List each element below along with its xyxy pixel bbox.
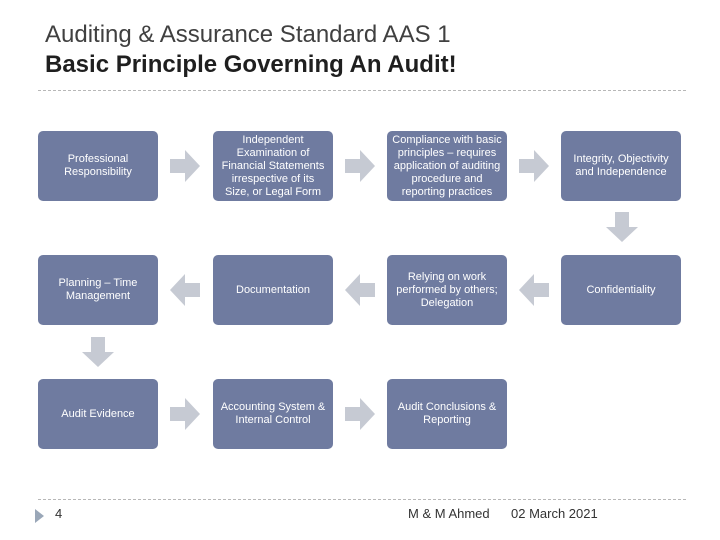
arrow-left-icon xyxy=(345,274,375,306)
box-audit-evidence: Audit Evidence xyxy=(38,379,158,449)
box-audit-conclusions: Audit Conclusions & Reporting xyxy=(387,379,507,449)
box-compliance: Compliance with basic principles – requires application of auditing procedure and reporting practices xyxy=(387,131,507,201)
box-integrity: Integrity, Objectivity and Independence xyxy=(561,131,681,201)
arrow-right-icon xyxy=(170,398,200,430)
box-independent-examination: Independent Examination of Financial Statements irrespective of its Size, or Legal Form xyxy=(213,131,333,201)
box-accounting-system: Accounting System & Internal Control xyxy=(213,379,333,449)
footer-author: M & M Ahmed xyxy=(408,506,490,521)
arrow-right-icon xyxy=(519,150,549,182)
box-confidentiality: Confidentiality xyxy=(561,255,681,325)
slide-marker-icon xyxy=(35,509,44,523)
title-divider xyxy=(38,90,686,91)
page-number: 4 xyxy=(55,506,63,521)
slide-title xyxy=(45,20,705,80)
arrow-right-icon xyxy=(345,398,375,430)
box-documentation: Documentation xyxy=(213,255,333,325)
arrow-down-icon xyxy=(82,337,114,367)
arrow-right-icon xyxy=(345,150,375,182)
arrow-left-icon xyxy=(170,274,200,306)
arrow-left-icon xyxy=(519,274,549,306)
arrow-down-icon xyxy=(606,212,638,242)
footer-date: 02 March 2021 xyxy=(511,506,598,521)
title-line-1: Auditing & Assurance Standard AAS 1 xyxy=(45,21,451,48)
arrow-right-icon xyxy=(170,150,200,182)
box-planning: Planning – Time Management xyxy=(38,255,158,325)
footer-divider xyxy=(38,499,686,500)
box-professional-responsibility: Professional Responsibility xyxy=(38,131,158,201)
box-relying-on-work: Relying on work performed by others; Delegation xyxy=(387,255,507,325)
title-line-2: Basic Principle Governing An Audit! xyxy=(45,51,457,78)
